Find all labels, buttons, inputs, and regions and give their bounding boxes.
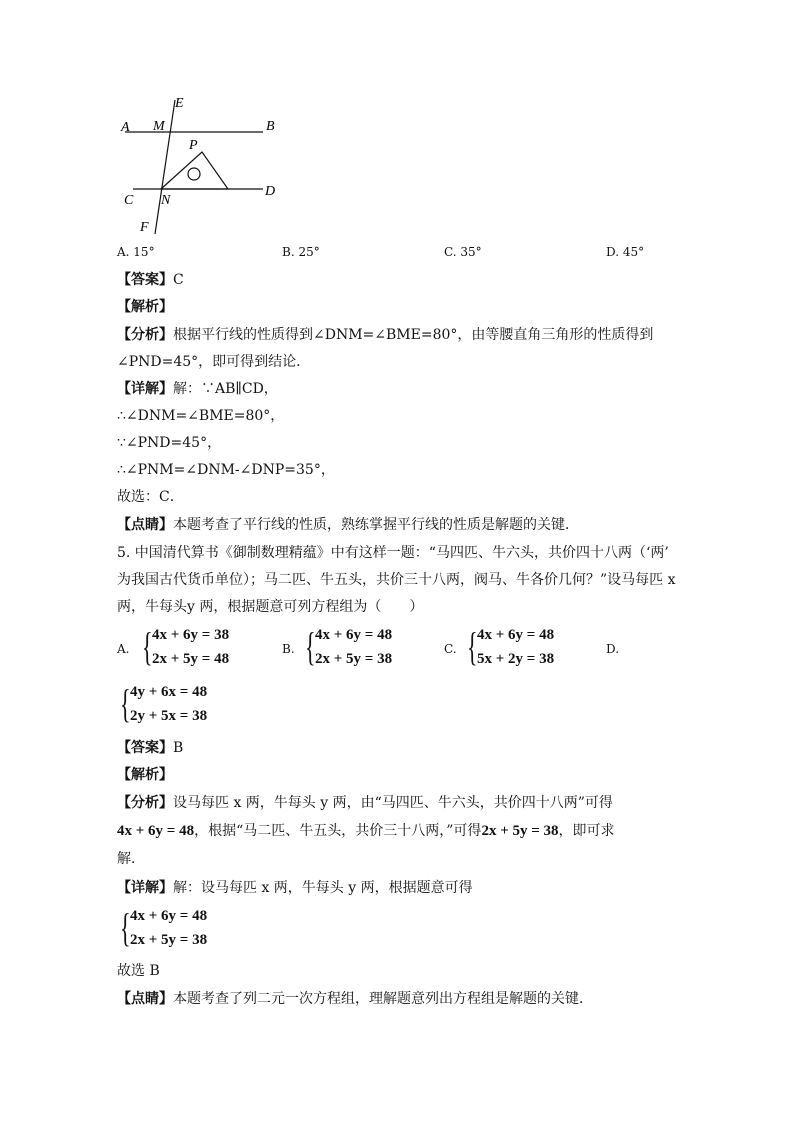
q5-fenxi-eq1: 4x + 6y = 48 — [117, 823, 195, 839]
label-e: E — [175, 96, 184, 111]
q5-option-b-label: B. — [282, 642, 295, 656]
q5-stem-3: 两，牛每头y 两，根据题意可列方程组为（ ） — [117, 599, 424, 615]
q5-detail-1: 【详解】解：设马每匹 x 两，牛每头 y 两，根据题意可得 — [117, 880, 473, 896]
q5-detail-eq1: 4x + 6y = 48 — [130, 908, 208, 924]
q5-c-eq2: 5x + 2y = 38 — [477, 651, 555, 667]
q4-fenxi-2: ∠PND=45°，即可得到结论． — [117, 354, 311, 370]
q4-analysis-tag: 【解析】 — [117, 299, 173, 315]
q4-option-d: D. 45° — [606, 245, 645, 259]
q4-dianjing: 【点睛】本题考查了平行线的性质，熟练掌握平行线的性质是解题的关键． — [117, 517, 579, 533]
q5-option-c-system: { 4x + 6y = 48 5x + 2y = 38 — [467, 624, 555, 669]
triangle-pnd — [161, 152, 228, 189]
q5-d-eq2: 2y + 5x = 38 — [130, 708, 208, 724]
q5-detail-system: { 4x + 6y = 48 2x + 5y = 38 — [120, 905, 208, 950]
q5-b-eq2: 2x + 5y = 38 — [315, 651, 393, 667]
q4-detail-2: ∴∠DNM=∠BME=80°， — [117, 408, 285, 424]
q4-guxuan: 故选：C． — [117, 489, 184, 505]
q4-detail-3: ∵∠PND=45°， — [117, 435, 222, 451]
q4-detail-4: ∴∠PNM=∠DNM-∠DNP=35°， — [117, 462, 335, 478]
q5-fenxi-eq2: 2x + 5y = 38 — [481, 823, 559, 839]
q5-b-eq1: 4x + 6y = 48 — [315, 627, 393, 643]
label-m: M — [153, 119, 165, 134]
q5-a-eq1: 4x + 6y = 38 — [152, 627, 230, 643]
q5-option-c-label: C. — [444, 642, 457, 656]
q5-stem-2: 为我国古代货币单位）；马二匹、牛五头，共价三十八两，阀马、牛各价几何？”设马每匹 x — [117, 572, 676, 588]
label-d: D — [265, 184, 276, 199]
q5-c-eq1: 4x + 6y = 48 — [477, 627, 555, 643]
q5-answer: 【答案】B — [117, 740, 184, 756]
q5-stem-1: 5. 中国清代算书《御制数理精蕴》中有这样一题：“马四匹、牛六头，共价四十八两（‘两’ — [117, 545, 669, 561]
q5-option-d-system: { 4y + 6x = 48 2y + 5x = 38 — [120, 681, 208, 726]
q5-fenxi-1: 【分析】设马每匹 x 两，牛每头 y 两，由“马四匹、牛六头，共价四十八两”可得 — [117, 795, 613, 811]
label-n: N — [161, 193, 171, 208]
q4-option-c: C. 35° — [444, 245, 482, 259]
q5-detail-eq2: 2x + 5y = 38 — [130, 932, 208, 948]
label-c: C — [124, 193, 134, 208]
q5-fenxi-2: 4x + 6y = 48，根据“马二匹、牛五头，共价三十八两，”可得2x + 5y = 38，即可求 — [117, 823, 615, 839]
q4-detail-1: 【详解】解：∵AB∥CD， — [117, 381, 278, 397]
q5-option-d-label: D. — [606, 642, 620, 656]
q5-option-a-label: A. — [117, 642, 130, 656]
q5-d-eq1: 4y + 6x = 48 — [130, 684, 208, 700]
q5-dianjing: 【点睛】本题考查了列二元一次方程组，理解题意列出方程组是解题的关键． — [117, 991, 593, 1007]
q5-analysis-tag: 【解析】 — [117, 767, 173, 783]
label-b: B — [266, 119, 275, 134]
q5-fenxi-3: 解． — [117, 851, 145, 867]
q5-option-b-system: { 4x + 6y = 48 2x + 5y = 38 — [305, 624, 393, 669]
triangle-hole — [188, 168, 200, 180]
q4-option-b: B. 25° — [282, 245, 320, 259]
geometry-figure — [115, 92, 295, 242]
q5-option-a-system: { 4x + 6y = 38 2x + 5y = 48 — [142, 624, 230, 669]
q5-a-eq2: 2x + 5y = 48 — [152, 651, 230, 667]
q4-fenxi-1: 【分析】根据平行线的性质得到∠DNM=∠BME=80°，由等腰直角三角形的性质得到 — [117, 327, 654, 343]
label-a: A — [121, 120, 130, 135]
q4-answer: 【答案】C — [117, 272, 184, 288]
label-f: F — [140, 220, 149, 235]
q5-guxuan: 故选 B — [117, 963, 160, 979]
label-p: P — [189, 138, 198, 153]
q4-option-a: A. 15° — [117, 245, 155, 259]
